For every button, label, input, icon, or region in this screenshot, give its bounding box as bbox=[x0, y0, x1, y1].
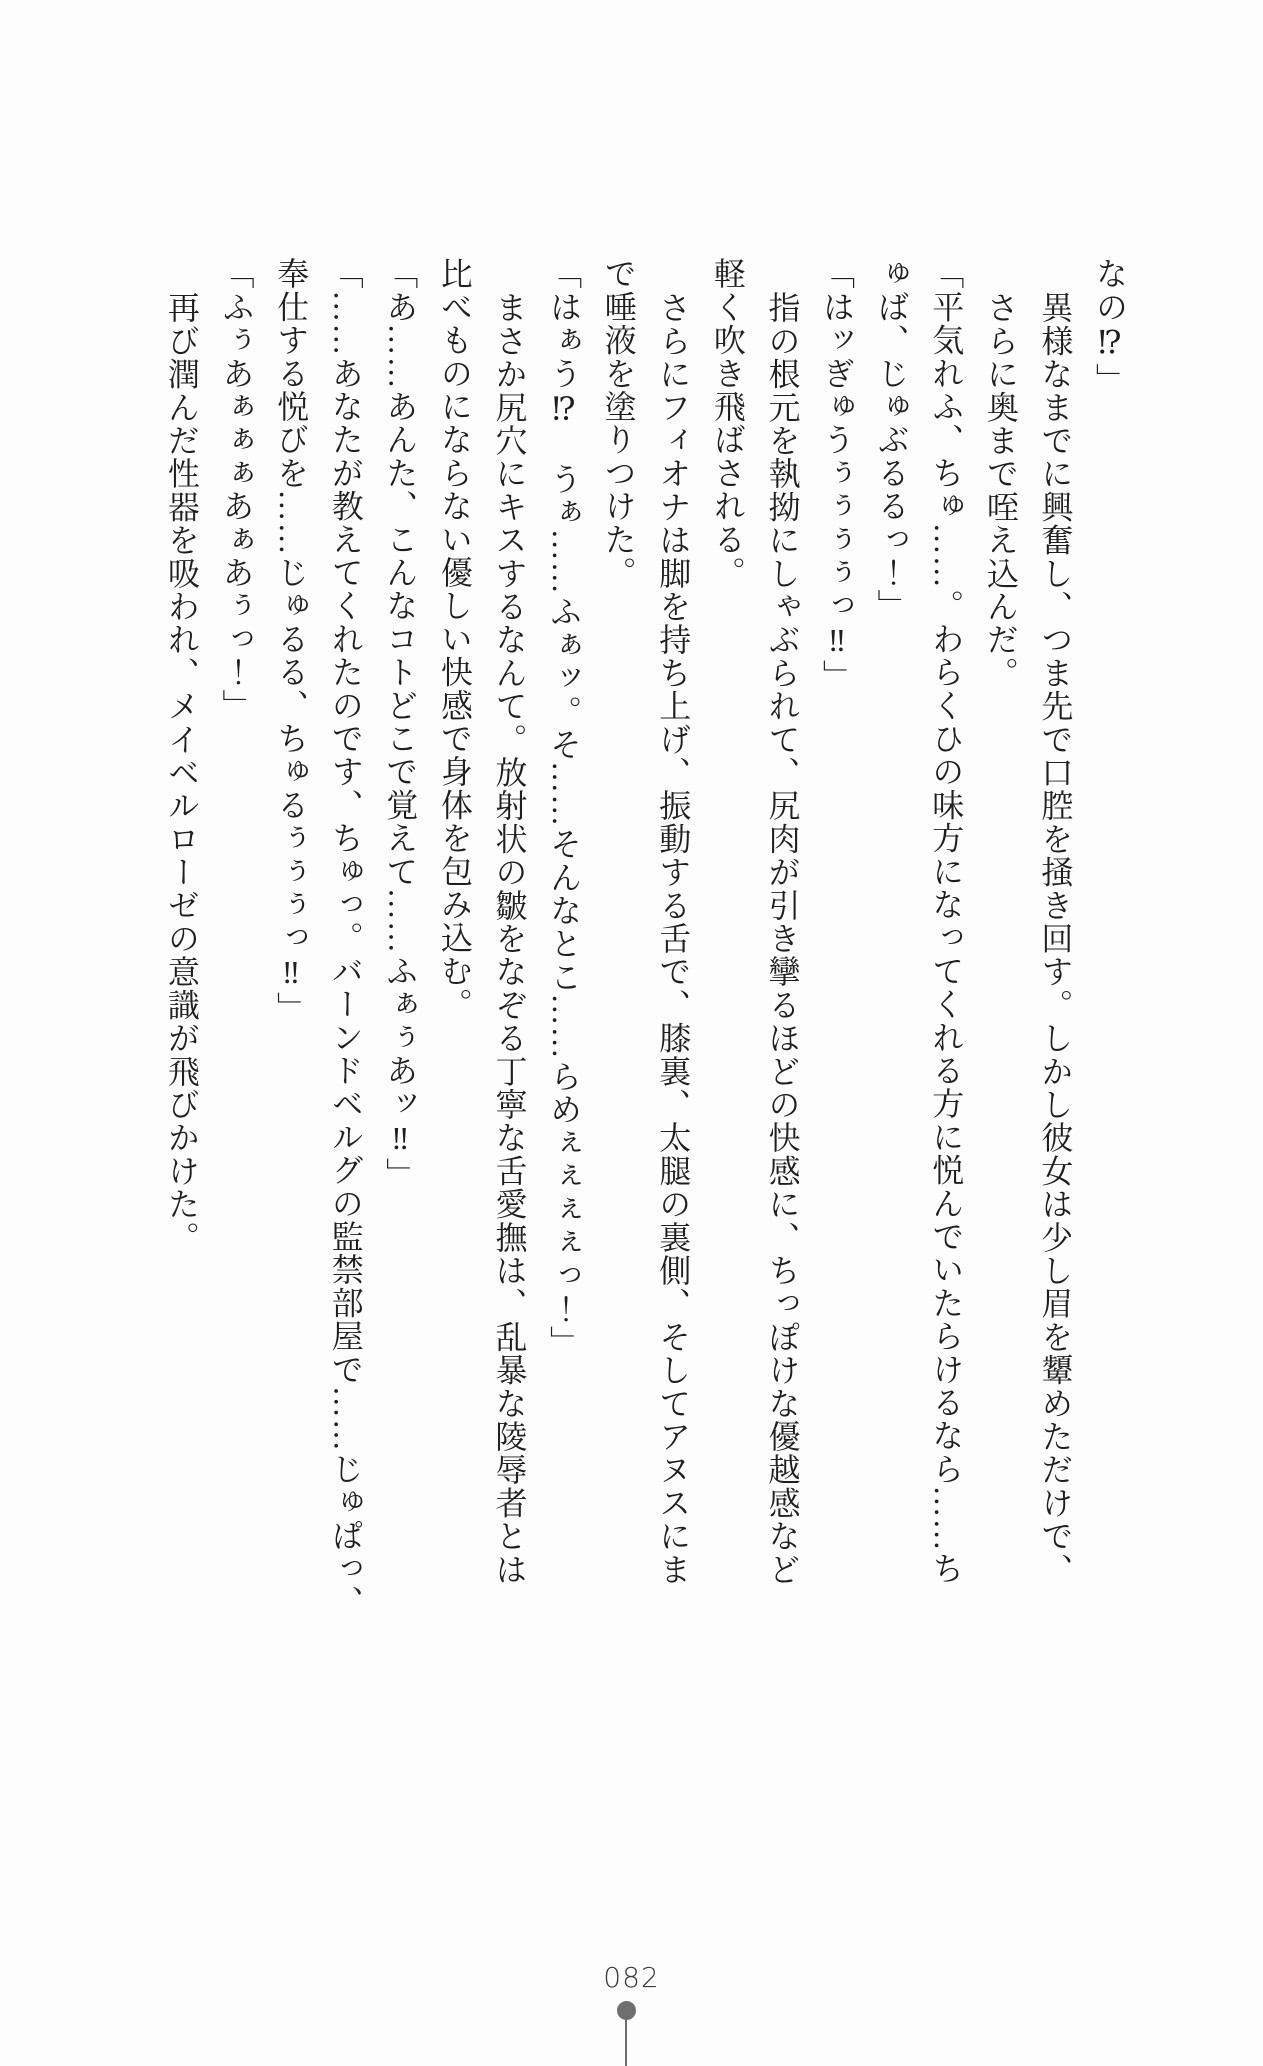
text-column-6: 「はッぎゅうぅぅぅぅっ‼」 bbox=[819, 257, 856, 693]
footer-rule-marker bbox=[625, 2012, 627, 2066]
text-column-14: 「あ……あんた、こんなコトどこで覚えて……ふぁぅあッ‼」 bbox=[382, 257, 419, 1191]
text-column-2: 異様なまでに興奮し、つま先で口腔を掻き回す。しかし彼女は少し眉を顰めただけで、 bbox=[1037, 291, 1074, 1586]
text-column-4: 「平気れふ、ちゅ……。わらくひの味方になってくれる方に悦んでいたらけるなら……ち bbox=[928, 257, 965, 1585]
text-column-5: ゅば、じゅぶるるっ！」 bbox=[873, 257, 910, 623]
text-column-13: 比べものにならない優しい快感で身体を包み込む。 bbox=[436, 257, 473, 1021]
text-column-15: 「……あなたが教えてくれたのです、ちゅっ。バーンドベルグの監禁部屋で……じゅぱっ、 bbox=[327, 257, 364, 1619]
text-column-7: 指の根元を執拗にしゃぶられて、尻肉が引き攣るほどの快感に、ちっぽけな優越感など bbox=[764, 291, 801, 1586]
text-column-16: 奉仕する悦びを……じゅるる、ちゅるぅぅぅっ‼」 bbox=[273, 257, 310, 1025]
text-column-10: で唾液を塗りつけた。 bbox=[600, 257, 637, 589]
text-column-11: 「はぁう⁉ うぁ……ふぁッ。そ……そんなとこ……らめぇぇぇぇっ！」 bbox=[546, 257, 583, 1359]
text-column-8: 軽く吹き飛ばされる。 bbox=[709, 257, 746, 589]
page-number: 082 bbox=[603, 1961, 660, 1994]
text-column-12: まさか尻穴にキスするなんて。放射状の皺をなぞる丁寧な舌愛撫は、乱暴な陵辱者とは bbox=[491, 291, 528, 1586]
text-column-1: なの⁉」 bbox=[1092, 257, 1128, 396]
vertical-text-block bbox=[154, 257, 1137, 1667]
text-column-17: 「ふぅあぁぁぁあぁあぅっ！」 bbox=[218, 257, 255, 722]
text-column-3: さらに奥まで咥え込んだ。 bbox=[982, 291, 1019, 690]
text-column-18: 再び潤んだ性器を吸われ、メイベルローゼの意識が飛びかけた。 bbox=[163, 291, 200, 1254]
text-column-9: さらにフィオナは脚を持ち上げ、振動する舌で、膝裏、太腿の裏側、そしてアヌスにま bbox=[655, 291, 692, 1586]
